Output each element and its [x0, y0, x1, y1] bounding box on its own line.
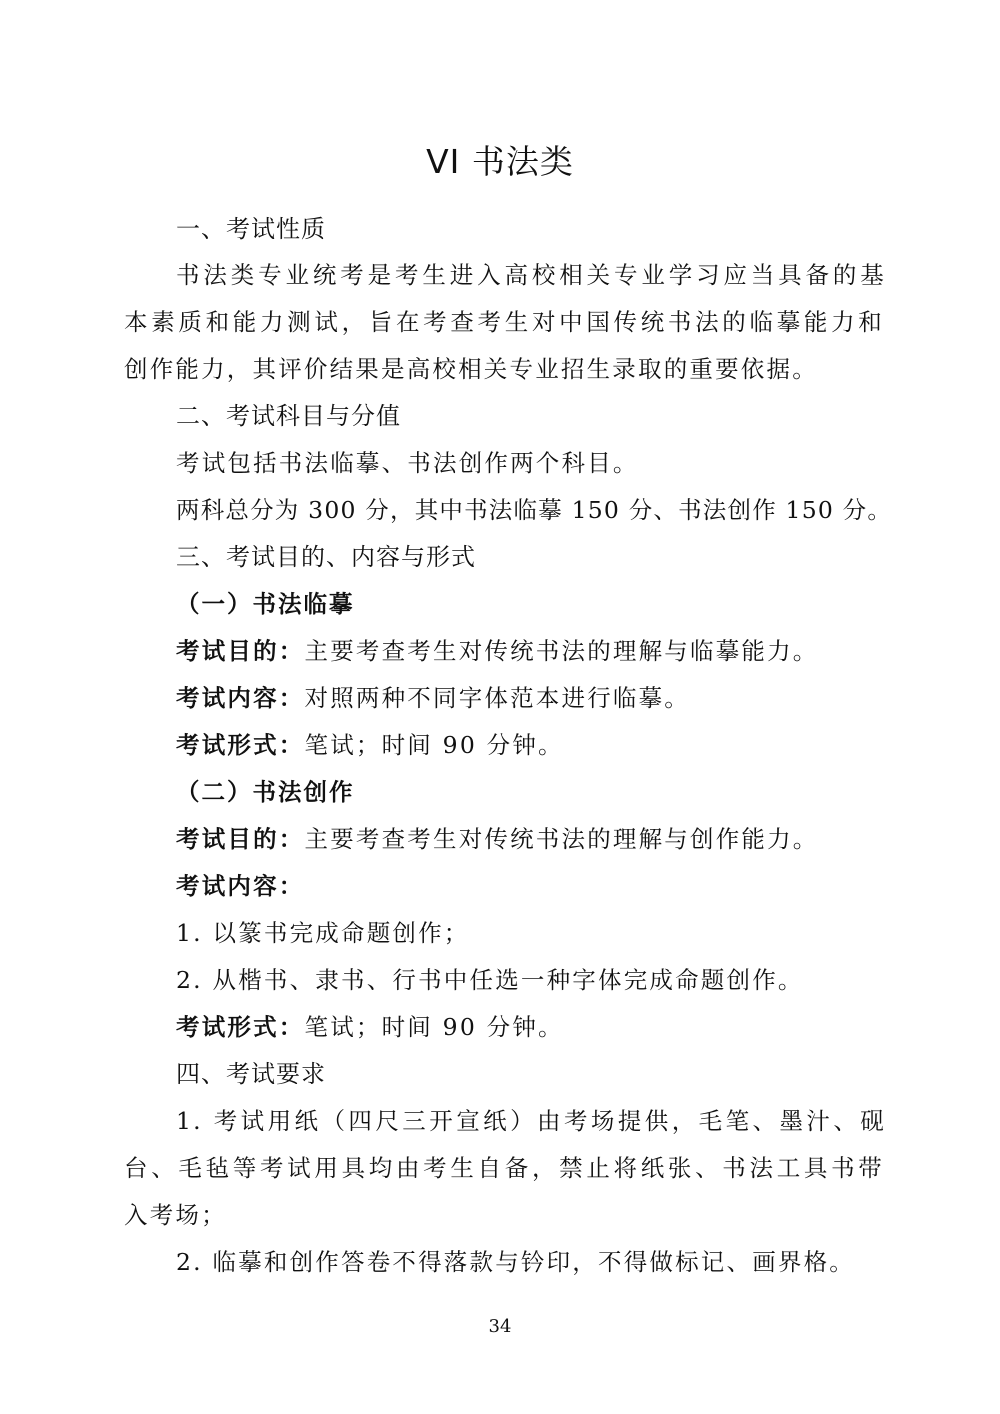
label-form: 考试形式： [176, 731, 305, 759]
page-number: 34 [488, 1316, 512, 1337]
list-item: 1. 以篆书完成命题创作； [176, 919, 470, 947]
page-title: VI 书法类 [426, 142, 574, 181]
subsection-heading-creation: （二）书法创作 [176, 778, 355, 806]
text-form: 笔试；时间 90 分钟。 [304, 1013, 564, 1041]
subsection-heading-copying: （一）书法临摹 [176, 590, 355, 618]
label-purpose: 考试目的： [176, 637, 305, 665]
section-heading-nature: 一、考试性质 [176, 215, 326, 243]
paragraph-line: 两科总分为 300 分，其中书法临摹 150 分、书法创作 150 分。 [176, 496, 893, 524]
paragraph-line [176, 675, 886, 722]
section-heading-subjects: 二、考试科目与分值 [176, 402, 401, 430]
label-form: 考试形式： [176, 1013, 305, 1041]
section-heading-requirements: 四、考试要求 [176, 1060, 326, 1088]
paragraph-line [176, 628, 886, 675]
paragraph-line [176, 1004, 886, 1051]
paragraph-line: 创作能力，其评价结果是高校相关专业招生录取的重要依据。 [124, 355, 818, 383]
list-item: 1. 考试用纸（四尺三开宣纸）由考场提供，毛笔、墨汁、砚 [176, 1107, 886, 1135]
paragraph-line: 考试包括书法临摹、书法创作两个科目。 [176, 449, 639, 477]
label-content: 考试内容： [176, 872, 305, 900]
list-item-continuation: 台、毛毡等考试用具均由考生自备，禁止将纸张、书法工具书带 [124, 1154, 884, 1182]
label-content: 考试内容： [176, 684, 305, 712]
text-form: 笔试；时间 90 分钟。 [304, 731, 564, 759]
paragraph-line: 书法类专业统考是考生进入高校相关专业学习应当具备的基 [176, 261, 886, 289]
paragraph-line [176, 816, 886, 863]
list-item: 2. 临摹和创作答卷不得落款与钤印，不得做标记、画界格。 [176, 1248, 855, 1276]
text-purpose: 主要考查考生对传统书法的理解与临摹能力。 [304, 637, 819, 665]
paragraph-line [176, 863, 886, 910]
section-heading-purpose: 三、考试目的、内容与形式 [176, 543, 476, 571]
paragraph-line [176, 722, 886, 769]
list-item-continuation: 入考场； [124, 1201, 227, 1229]
list-item: 2. 从楷书、隶书、行书中任选一种字体完成命题创作。 [176, 966, 804, 994]
label-purpose: 考试目的： [176, 825, 305, 853]
text-purpose: 主要考查考生对传统书法的理解与创作能力。 [304, 825, 819, 853]
paragraph-line: 本素质和能力测试，旨在考查考生对中国传统书法的临摹能力和 [124, 308, 884, 336]
text-content: 对照两种不同字体范本进行临摹。 [304, 684, 690, 712]
